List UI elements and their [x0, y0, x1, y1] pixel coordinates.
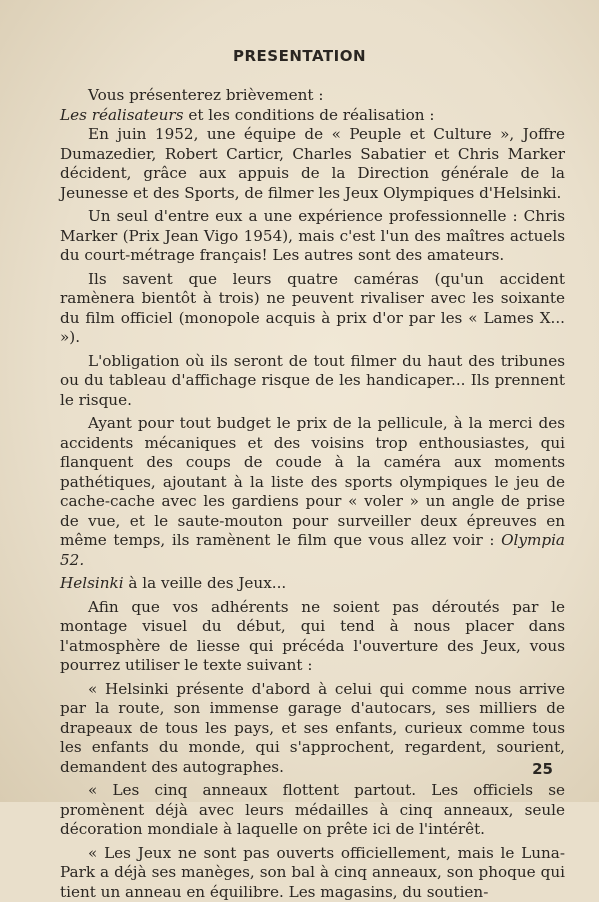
paragraph-cameras: Ils savent que leurs quatre caméras (qu'un accident ramènera bientôt à trois) ne peuvent rivaliser avec les soixante du film officiel (monopole acquis à prix d'or par les « Lames X... »). — [60, 270, 565, 348]
paragraph-realisateurs-text: et les conditions de réalisation : — [184, 106, 435, 124]
body-text — [60, 86, 565, 902]
film-title: Olympia 52. — [60, 531, 565, 569]
page-heading: PRESENTATION — [0, 47, 599, 65]
quote-anneaux: « Les cinq anneaux flottent partout. Les officiels se promènent déjà avec leurs médailles à cinq anneaux, seule décoration mondiale à laquelle on prête ici de l'intérêt. — [60, 781, 565, 840]
paragraph-realisateurs — [60, 106, 565, 126]
page-number: 25 — [532, 760, 553, 778]
quote-luna-park: « Les Jeux ne sont pas ouverts officiellement, mais le Luna-Park a déjà ses manèges, son bal à cinq anneaux, son phoque qui tient un anneau en équilibre. Les magasins, du soutien- — [60, 844, 565, 902]
paragraph-budget — [60, 414, 565, 570]
paragraph-helsinki-text: à la veille des Jeux... — [124, 574, 287, 592]
term-helsinki: Helsinki — [60, 574, 124, 592]
paragraph-obligation: L'obligation où ils seront de tout filmer du haut des tribunes ou du tableau d'affichage risque de les handicaper... Ils prennent le risque. — [60, 352, 565, 411]
paragraph-experience: Un seul d'entre eux a une expérience professionnelle : Chris Marker (Prix Jean Vigo 1954), mais c'est l'un des maîtres actuels du court-métrage français! Les autres sont des amateurs. — [60, 207, 565, 266]
term-realisateurs: Les réalisateurs — [60, 106, 184, 124]
quote-helsinki: « Helsinki présente d'abord à celui qui comme nous arrive par la route, son immense garage d'autocars, ses milliers de drapeaux de tous les pays, et ses enfants, curieux comme tous les enfants du monde, qui s'approchent, regardent, sourient, demandent des autographes. — [60, 680, 565, 778]
paragraph-helsinki — [60, 574, 565, 594]
paragraph-equipe: En juin 1952, une équipe de « Peuple et Culture », Joffre Dumazedier, Robert Carticr, Charles Sabatier et Chris Marker décident, grâce aux appuis de la Direction générale de la Jeunesse et des Sports, de filmer les Jeux Olympiques d'Helsinki. — [60, 125, 565, 203]
paragraph-budget-text: Ayant pour tout budget le prix de la pellicule, à la merci des accidents mécaniques et des voisins trop enthousiastes, qui flanquent des coups de coude à la caméra aux moments pathétiques, ajoutant à la liste des sports olympiques le jeu de cache-cache avec les gardiens pour « voler » un angle de prise de vue, et le saute-mouton pour surveiller deux épreuves en même temps, ils ramènent le film que vous allez voir : — [60, 414, 565, 549]
paragraph-adherents: Afin que vos adhérents ne soient pas déroutés par le montage visuel du début, qui tend à nous placer dans l'atmosphère de liesse qui précéda l'ouverture des Jeux, vous pourrez utiliser le texte suivant : — [60, 598, 565, 676]
paragraph-intro: Vous présenterez brièvement : — [60, 86, 565, 106]
